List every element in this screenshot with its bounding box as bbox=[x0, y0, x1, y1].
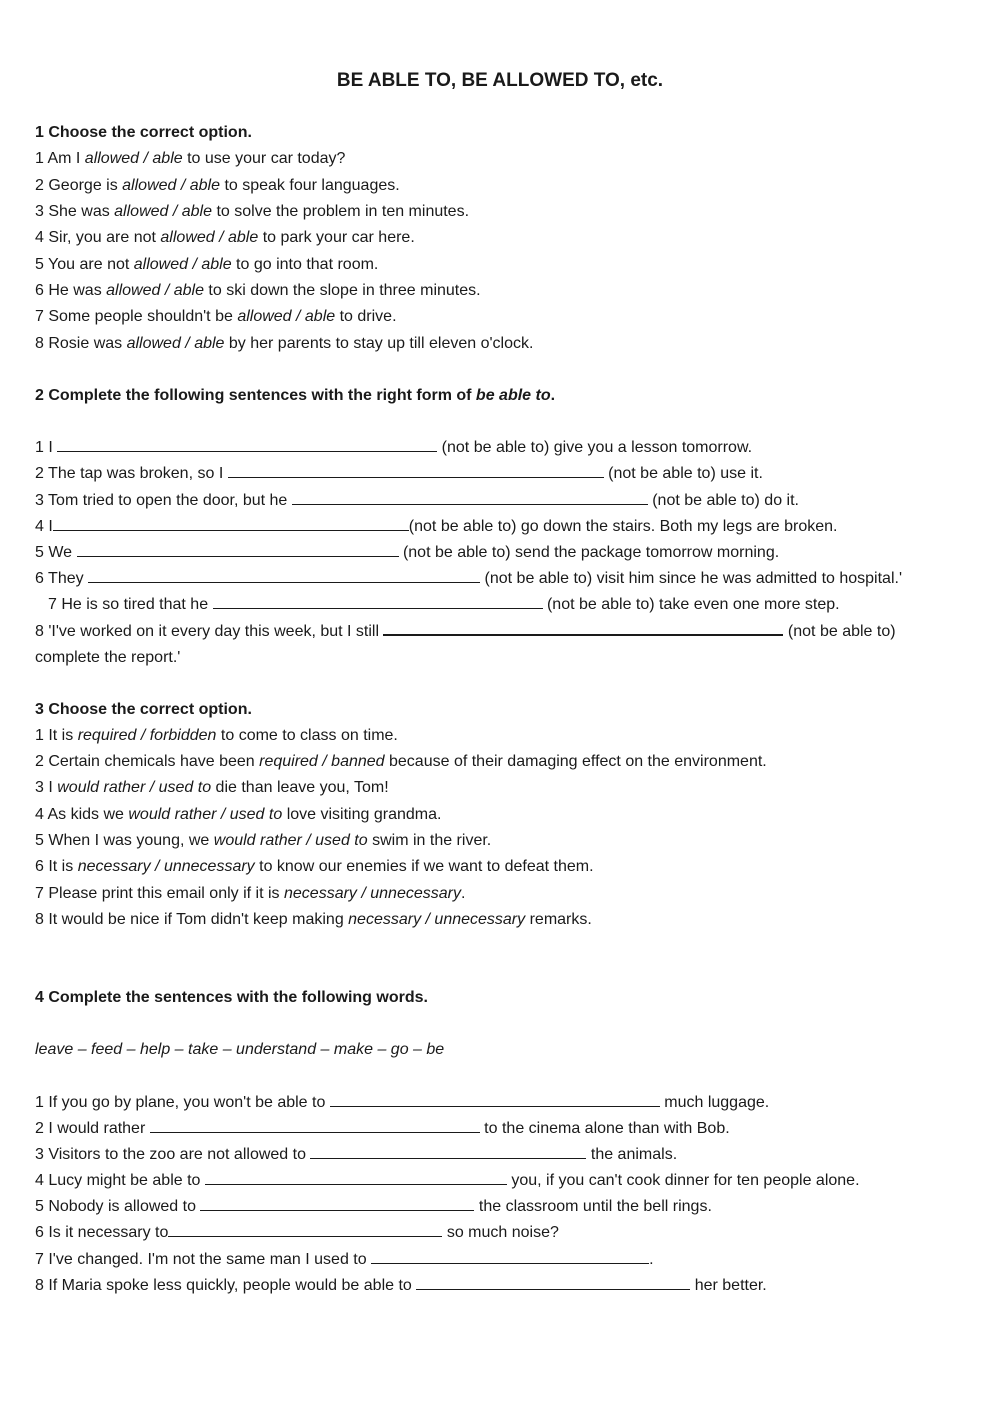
s3-item-2-option[interactable]: required / banned bbox=[259, 753, 385, 770]
s3-item-1-option[interactable]: required / forbidden bbox=[77, 727, 217, 744]
s3-item-5: 5 When I was young, we would rather / used to swim in the river. bbox=[35, 832, 492, 849]
s2-item-3: 3 Tom tried to open the door, but he (not be able to) do it. bbox=[35, 492, 799, 509]
s1-item-8-option[interactable]: allowed / able bbox=[126, 335, 225, 352]
section-1-heading: 1 Choose the correct option. bbox=[35, 124, 252, 141]
s2-item-8-continuation: complete the report.' bbox=[35, 649, 181, 666]
s2-item-1-blank[interactable] bbox=[57, 437, 437, 452]
s3-item-8-option[interactable]: necessary / unnecessary bbox=[348, 911, 526, 928]
s1-item-7: 7 Some people shouldn't be allowed / able to drive. bbox=[35, 308, 397, 325]
s1-item-5-option[interactable]: allowed / able bbox=[133, 256, 232, 273]
s2-item-5-blank[interactable] bbox=[77, 542, 399, 557]
s2-item-1: 1 I (not be able to) give you a lesson tomorrow. bbox=[35, 439, 753, 456]
page-title: BE ABLE TO, BE ALLOWED TO, etc. bbox=[336, 70, 664, 91]
s1-item-6-option[interactable]: allowed / able bbox=[106, 282, 204, 299]
s2-item-2: 2 The tap was broken, so I (not be able to) use it. bbox=[35, 465, 763, 482]
s4-item-7-blank[interactable] bbox=[371, 1249, 649, 1264]
section-2-heading: 2 Complete the following sentences with the right form of be able to. bbox=[35, 387, 556, 404]
s4-item-5: 5 Nobody is allowed to the classroom until the bell rings. bbox=[35, 1198, 712, 1215]
s3-item-6-option[interactable]: necessary / unnecessary bbox=[77, 858, 255, 875]
s3-item-1: 1 It is required / forbidden to come to class on time. bbox=[35, 727, 398, 744]
s2-item-7: 7 He is so tired that he (not be able to) take even one more step. bbox=[48, 596, 840, 613]
s4-item-1-blank[interactable] bbox=[330, 1092, 660, 1107]
s1-item-4-option[interactable]: allowed / able bbox=[160, 229, 259, 246]
section-4-heading: 4 Complete the sentences with the following words. bbox=[35, 989, 428, 1006]
s1-item-5: 5 You are not allowed / able to go into that room. bbox=[35, 256, 379, 273]
s3-item-4-option[interactable]: would rather / used to bbox=[128, 806, 283, 823]
s1-item-3: 3 She was allowed / able to solve the problem in ten minutes. bbox=[35, 203, 470, 220]
s3-item-4: 4 As kids we would rather / used to love visiting grandma. bbox=[35, 806, 442, 823]
s3-item-6: 6 It is necessary / unnecessary to know our enemies if we want to defeat them. bbox=[35, 858, 594, 875]
s1-item-6: 6 He was allowed / able to ski down the slope in three minutes. bbox=[35, 282, 481, 299]
s1-item-2-option[interactable]: allowed / able bbox=[122, 177, 220, 194]
s2-item-6: 6 They (not be able to) visit him since he was admitted to hospital.' bbox=[35, 570, 903, 587]
s4-item-3: 3 Visitors to the zoo are not allowed to the animals. bbox=[35, 1146, 678, 1163]
s1-item-1: 1 Am I allowed / able to use your car today? bbox=[35, 150, 346, 167]
s2-item-5: 5 We (not be able to) send the package tomorrow morning. bbox=[35, 544, 780, 561]
s2-item-2-blank[interactable] bbox=[228, 463, 604, 478]
s1-item-8: 8 Rosie was allowed / able by her parents to stay up till eleven o'clock. bbox=[35, 335, 534, 352]
s4-item-1: 1 If you go by plane, you won't be able to much luggage. bbox=[35, 1094, 770, 1111]
s1-item-1-option[interactable]: allowed / able bbox=[84, 150, 183, 167]
s4-item-4-blank[interactable] bbox=[205, 1170, 507, 1185]
s4-item-8-blank[interactable] bbox=[416, 1275, 690, 1290]
s2-item-7-blank[interactable] bbox=[213, 594, 543, 609]
s2-item-4: 4 I (not be able to) go down the stairs. Both my legs are broken. bbox=[35, 518, 838, 535]
s4-item-5-blank[interactable] bbox=[200, 1196, 474, 1211]
s3-item-5-option[interactable]: would rather / used to bbox=[213, 832, 368, 849]
s1-item-7-option[interactable]: allowed / able bbox=[237, 308, 336, 325]
s4-item-6: 6 Is it necessary to so much noise? bbox=[35, 1224, 559, 1241]
s1-item-3-option[interactable]: allowed / able bbox=[114, 203, 212, 220]
s3-item-3: 3 I would rather / used to die than leave you, Tom! bbox=[35, 779, 389, 796]
s3-item-2: 2 Certain chemicals have been required / banned because of their damaging effect on the environment. bbox=[35, 753, 767, 770]
s4-item-7: 7 I've changed. I'm not the same man I used to . bbox=[35, 1251, 654, 1268]
s1-item-4: 4 Sir, you are not allowed / able to park your car here. bbox=[35, 229, 415, 246]
s2-item-3-blank[interactable] bbox=[292, 490, 648, 505]
word-bank: leave – feed – help – take – understand – make – go – be bbox=[35, 1041, 445, 1058]
s1-item-2: 2 George is allowed / able to speak four languages. bbox=[35, 177, 400, 194]
s4-item-2-blank[interactable] bbox=[150, 1118, 480, 1133]
s3-item-7: 7 Please print this email only if it is necessary / unnecessary. bbox=[35, 885, 466, 902]
s4-item-6-blank[interactable] bbox=[168, 1222, 442, 1237]
s2-item-8-blank[interactable] bbox=[383, 620, 783, 636]
s2-item-6-blank[interactable] bbox=[88, 568, 480, 583]
s4-item-3-blank[interactable] bbox=[310, 1144, 586, 1159]
s2-item-4-blank[interactable] bbox=[53, 516, 409, 531]
s3-item-7-option[interactable]: necessary / unnecessary bbox=[284, 885, 461, 902]
s3-item-3-option[interactable]: would rather / used to bbox=[57, 779, 212, 796]
s3-item-8: 8 It would be nice if Tom didn't keep making necessary / unnecessary remarks. bbox=[35, 911, 592, 928]
section-3-heading: 3 Choose the correct option. bbox=[35, 701, 252, 718]
s4-item-8: 8 If Maria spoke less quickly, people would be able to her better. bbox=[35, 1277, 767, 1294]
s2-item-8: 8 'I've worked on it every day this week, but I still (not be able to) bbox=[35, 620, 896, 644]
s4-item-4: 4 Lucy might be able to you, if you can't cook dinner for ten people alone. bbox=[35, 1172, 860, 1189]
s4-item-2: 2 I would rather to the cinema alone than with Bob. bbox=[35, 1120, 730, 1137]
